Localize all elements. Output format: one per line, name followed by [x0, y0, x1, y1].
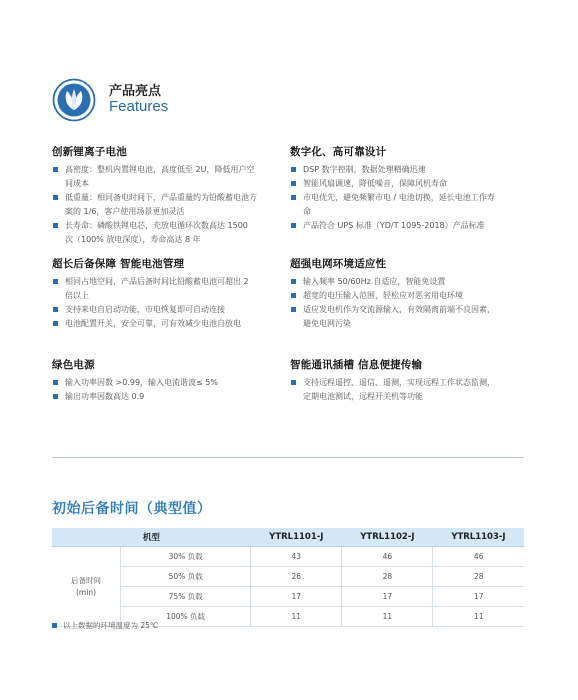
row-group-label: 后备时间 (min): [52, 547, 121, 627]
header-model: 机型: [52, 528, 251, 547]
table-row: [52, 547, 524, 567]
header-title-en: Features: [109, 98, 169, 115]
table-header-row: [52, 528, 524, 547]
value-cell: 46: [342, 547, 433, 567]
bullet-icon: [53, 195, 58, 200]
section-title: 创新锂离子电池: [52, 146, 127, 158]
section-title: 超强电网环境适应性: [290, 258, 387, 270]
list-item: 低重量：相同备电时间下，产品重量约为铅酸蓄电池方案的 1/6，客户使用场景更加灵活: [52, 191, 257, 219]
list-item: 支持远程遥控、遥信、遥测，实现远程工作状态监测，定期电池测试，远程开关机等功能: [290, 376, 495, 404]
bullet-icon: [291, 380, 296, 385]
bullet-icon: [53, 307, 58, 312]
list-item: 超宽的电压输入范围，轻松应对恶劣用电环境: [290, 289, 495, 303]
list-item: 相同占地空间，产品后备时间比铅酸蓄电池可超出 2 倍以上: [52, 275, 257, 303]
load-cell: 100% 负载: [121, 607, 251, 627]
value-cell: 26: [251, 567, 342, 587]
section-title: 绿色电源: [52, 359, 95, 371]
bullet-icon: [53, 394, 58, 399]
section-digital-design: [290, 144, 495, 233]
header-model-2: YTRL1102-J: [342, 528, 433, 547]
value-cell: 28: [433, 567, 524, 587]
table-note: 以上数据的环境温度为 25℃: [52, 620, 158, 631]
list-item: 市电优先，避免频繁市电 / 电池切换，延长电池工作寿命: [290, 191, 495, 219]
table-row: [52, 587, 524, 607]
header-title-cn: 产品亮点: [109, 84, 162, 99]
section-backup-battery: [52, 256, 257, 331]
header-model-1: YTRL1101-J: [251, 528, 342, 547]
list-item: 高密度：整机内置锂电池，高度低至 2U，降低用户空间成本: [52, 163, 257, 191]
value-cell: 43: [251, 547, 342, 567]
value-cell: 17: [342, 587, 433, 607]
bullet-icon: [291, 167, 296, 172]
list-item: 产品符合 UPS 标准（YD/T 1095-2018）产品标准: [290, 219, 495, 233]
value-cell: 11: [342, 607, 433, 627]
table-row: [52, 567, 524, 587]
value-cell: 17: [433, 587, 524, 607]
list-item: 适应发电机作为交流源输入，有效隔离前端不良因素，避免电网污染: [290, 303, 495, 331]
bullet-icon: [53, 167, 58, 172]
load-cell: 75% 负载: [121, 587, 251, 607]
bullet-icon: [291, 307, 296, 312]
list-item: 智能风扇调速，降低噪音，保障风机寿命: [290, 177, 495, 191]
load-cell: 50% 负载: [121, 567, 251, 587]
leaf-icon: [52, 78, 96, 122]
bullet-icon: [291, 181, 296, 186]
section-grid-adaptability: [290, 256, 495, 331]
value-cell: 17: [251, 587, 342, 607]
section-title: 超长后备保障 智能电池管理: [52, 258, 185, 270]
bullet-icon: [53, 223, 58, 228]
section-li-battery: [52, 144, 257, 247]
backup-time-table: [52, 528, 524, 627]
list-item: 长寿命：磷酸铁锂电芯，充放电循环次数高达 1500 次（100% 放电深度），寿命高达 8 年: [52, 219, 257, 247]
bullet-icon: [291, 223, 296, 228]
bullet-icon: [291, 279, 296, 284]
section-title: 智能通讯插槽 信息便捷传输: [290, 359, 423, 371]
list-item: 输出功率因数高达 0.9: [52, 390, 257, 404]
header-model-3: YTRL1103-J: [433, 528, 524, 547]
value-cell: 11: [251, 607, 342, 627]
bullet-icon: [291, 293, 296, 298]
load-cell: 30% 负载: [121, 547, 251, 567]
list-item: 支持来电自启动功能，市电恢复即可自动连接: [52, 303, 257, 317]
list-item: 电池配置开关，安全可靠，可有效减少电池自放电: [52, 317, 257, 331]
list-item: 输入功率因数 >0.99，输入电流谐波≤ 5%: [52, 376, 257, 390]
table-title: 初始后备时间（典型值）: [52, 501, 212, 517]
bullet-icon: [291, 195, 296, 200]
list-item: 输入频率 50/60Hz 自适应，智能免设置: [290, 275, 495, 289]
section-communication-slot: [290, 357, 495, 404]
section-title: 数字化、高可靠设计: [290, 146, 387, 158]
value-cell: 28: [342, 567, 433, 587]
bullet-icon: [53, 279, 58, 284]
list-item: DSP 数字控制，数据处理精确迅速: [290, 163, 495, 177]
bullet-icon: [53, 380, 58, 385]
bullet-icon: [52, 623, 57, 628]
value-cell: 46: [433, 547, 524, 567]
section-divider: [52, 457, 524, 458]
section-green-power: [52, 357, 257, 404]
value-cell: 11: [433, 607, 524, 627]
bullet-icon: [53, 321, 58, 326]
